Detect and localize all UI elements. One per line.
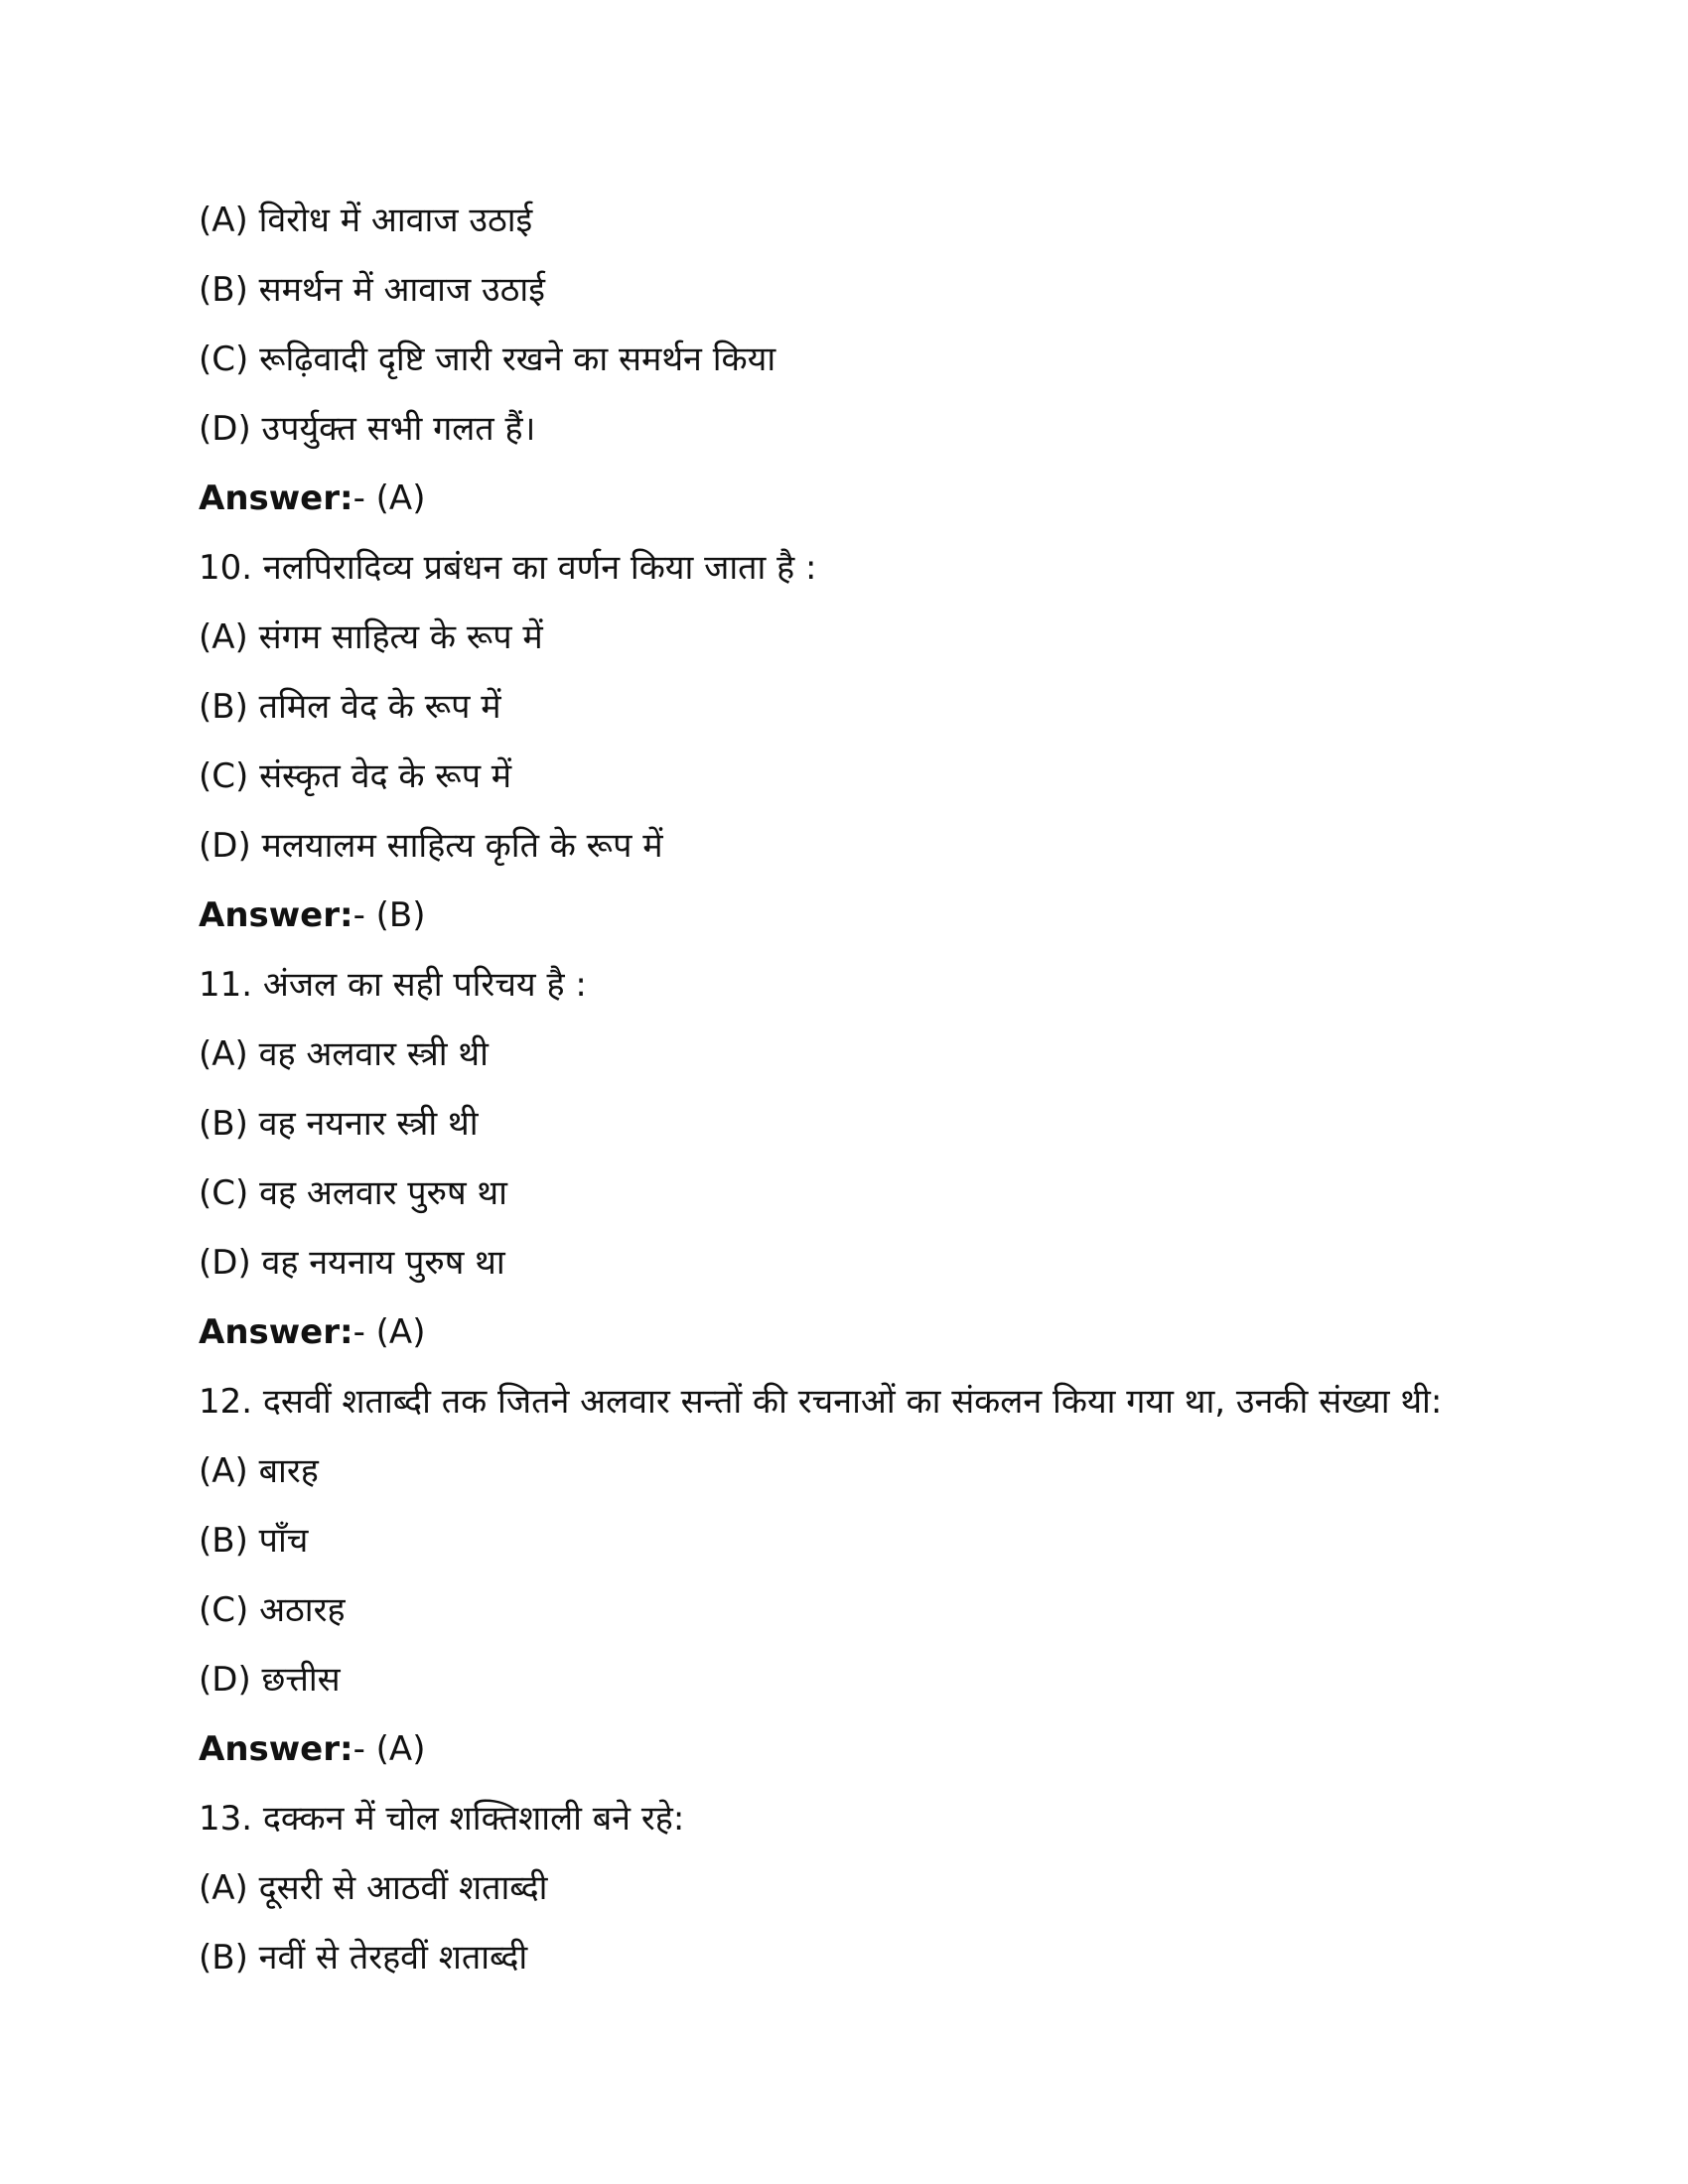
answer-label: Answer: [199,478,353,518]
question-text: 13. दक्कन में चोल शक्तिशाली बने रहे: [199,1799,685,1839]
option-text: (B) वह नयनार स्त्री थी [199,1104,479,1144]
option-text: (D) मलयालम साहित्य कृति के रूप में [199,826,663,866]
answer-line [199,889,1489,959]
answer-line [199,473,1489,542]
answer-value: - (B) [352,895,426,935]
option-text: (B) पाँच [199,1521,309,1561]
option-text: (B) तमिल वेद के रूप में [199,687,501,727]
option-text: (D) छत्तीस [199,1660,341,1700]
option-text: (C) संस्कृत वेद के रूप में [199,756,512,796]
answer-value: - (A) [352,1729,426,1769]
answer-line [199,1306,1489,1376]
option-text: (D) वह नयनाय पुरुष था [199,1243,505,1283]
document-content [199,195,1489,2001]
answer-label: Answer: [199,1729,353,1769]
question-text: 12. दसवीं शताब्दी तक जितने अलवार सन्तों की रचनाओं का संकलन किया गया था, उनकी संख्या थी: [199,1382,1443,1422]
option-text: (A) बारह [199,1451,319,1491]
answer-line [199,1723,1489,1793]
option-text: (A) दूसरी से आठवीं शताब्दी [199,1868,548,1908]
option-text: (C) रूढ़िवादी दृष्टि जारी रखने का समर्थन किया [199,340,776,379]
option-text: (A) विरोध में आवाज उठाई [199,201,533,240]
option-text: (C) वह अलवार पुरुष था [199,1173,507,1213]
option-text: (C) अठारह [199,1590,346,1630]
option-text: (B) नवीं से तेरहवीं शताब्दी [199,1938,528,1978]
answer-label: Answer: [199,1312,353,1352]
option-text: (A) वह अलवार स्त्री थी [199,1034,489,1074]
answer-value: - (A) [352,1312,426,1352]
option-text: (A) संगम साहित्य के रूप में [199,617,543,657]
answer-value: - (A) [352,478,426,518]
option-text: (D) उपर्युक्त सभी गलत हैं। [199,409,536,449]
question-text: 11. अंजल का सही परिचय है : [199,965,587,1005]
option-text: (B) समर्थन में आवाज उठाई [199,270,545,310]
question-text: 10. नलपिरादिव्य प्रबंधन का वर्णन किया जाता है : [199,548,817,588]
answer-label: Answer: [199,895,353,935]
